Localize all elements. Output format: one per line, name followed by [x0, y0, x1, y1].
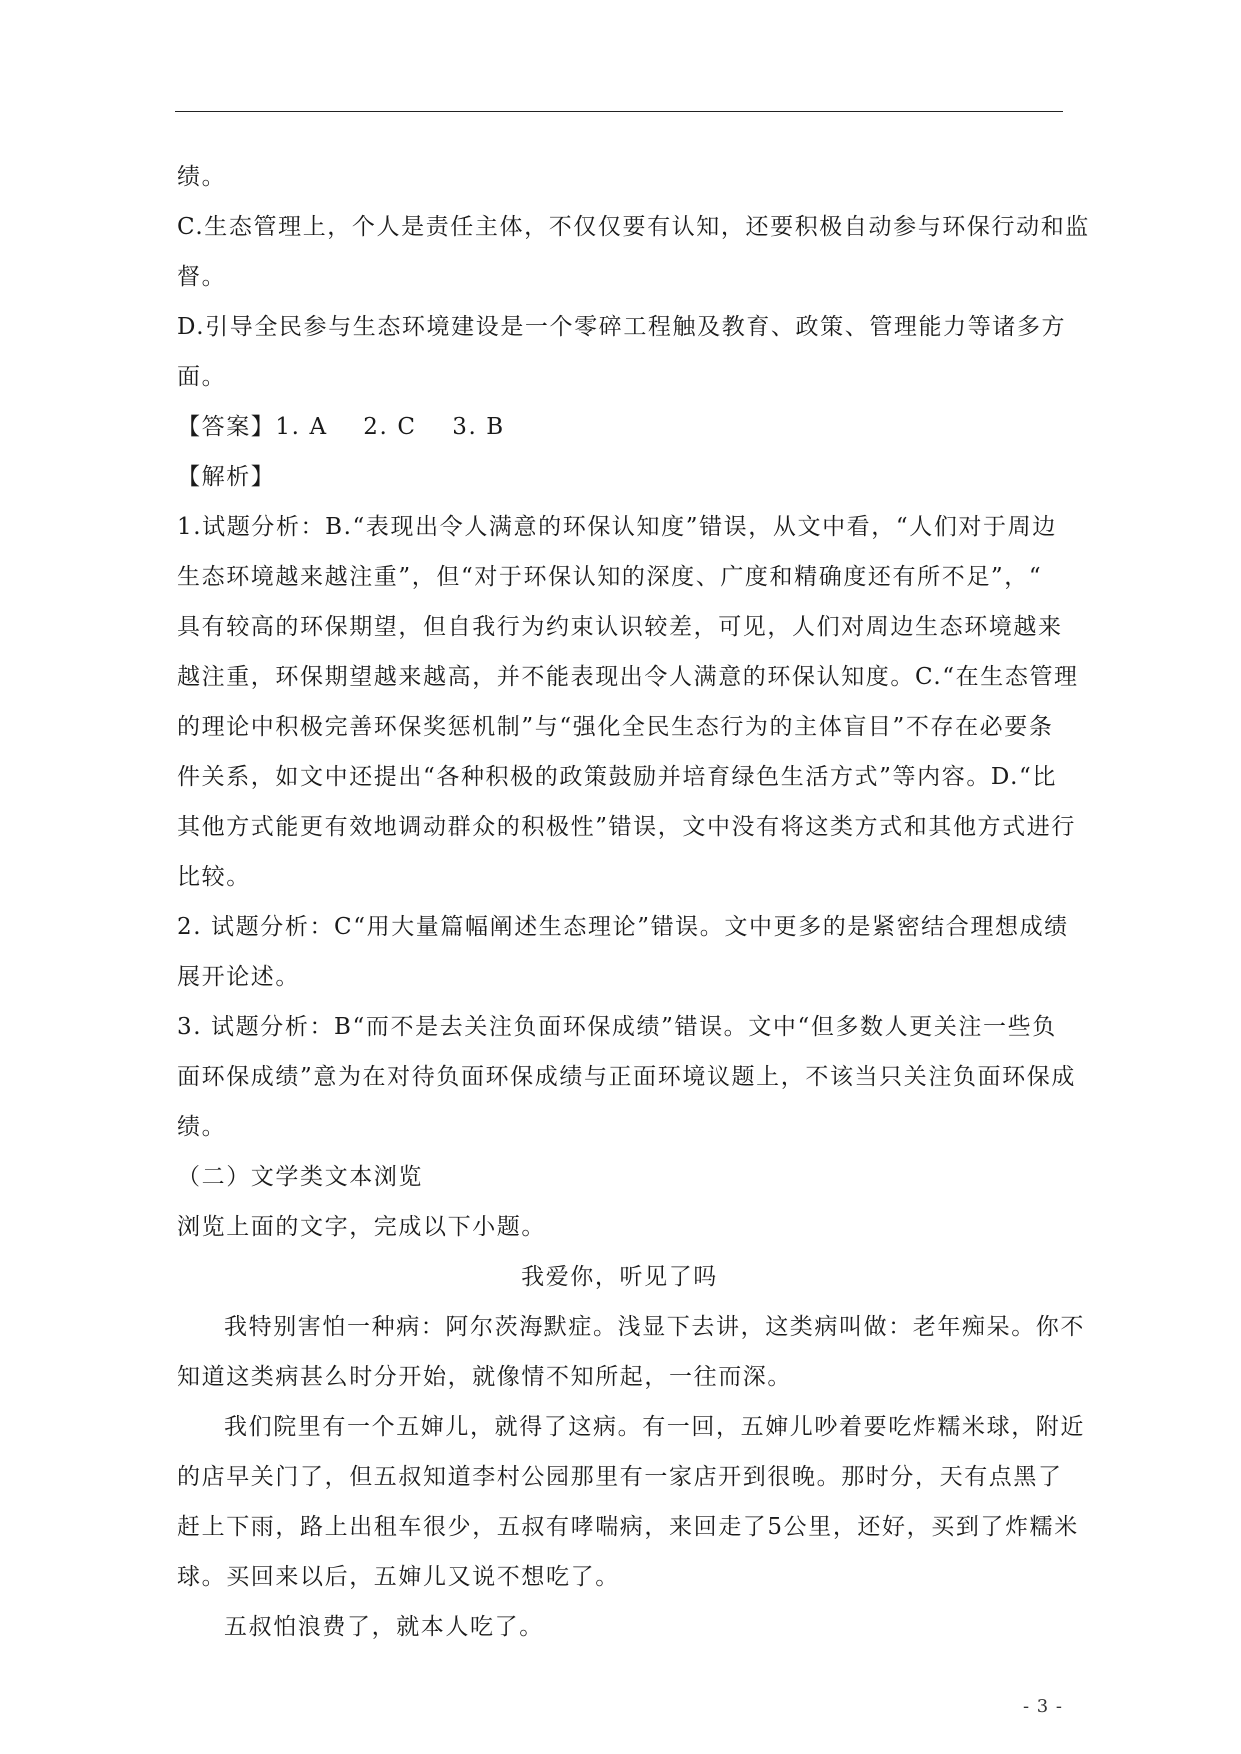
article-title: 我爱你，听见了吗 [521, 1264, 718, 1290]
analysis-1-line: 其他方式能更有效地调动群众的积极性”错误，文中没有将这类方式和其他方式进行 [177, 814, 1076, 840]
analysis-1-line: 具有较高的环保期望，但自我行为约束认识较差，可见，人们对周边生态环境越来 [177, 614, 1063, 640]
analysis-1-line: 越注重，环保期望越来越高，并不能表现出令人满意的环保认知度。C.“在生态管理 [177, 664, 1079, 690]
analysis-2-line: 2. 试题分析：C“用大量篇幅阐述生态理论”错误。文中更多的是紧密结合理想成绩 [177, 914, 1069, 940]
option-c-line: C.生态管理上，个人是责任主体，不仅仅要有认知，还要积极自动参与环保行动和监 [177, 214, 1090, 240]
article-paragraph-line: 知道这类病甚么时分开始，就像情不知所起，一往而深。 [177, 1364, 792, 1390]
article-paragraph-line: 我们院里有一个五婶儿，就得了这病。有一回，五婶儿吵着要吃炸糯米球，附近 [224, 1414, 1085, 1440]
text-line: 督。 [177, 264, 227, 290]
answer-line: 【答案】1. A 2. C 3. B [177, 414, 505, 440]
page-number: - 3 - [1022, 1696, 1063, 1717]
article-paragraph-line: 我特别害怕一种病：阿尔茨海默症。浅显下去讲，这类病叫做：老年痴呆。你不 [224, 1314, 1085, 1340]
article-paragraph-line: 球。买回来以后，五婶儿又说不想吃了。 [177, 1564, 620, 1590]
article-paragraph-line: 赶上下雨，路上出租车很少，五叔有哮喘病，来回走了5公里，还好，买到了炸糯米 [177, 1514, 1079, 1540]
section-heading: （二）文学类文本浏览 [177, 1164, 423, 1190]
analysis-1-line: 的理论中积极完善环保奖惩机制”与“强化全民生态行为的主体盲目”不存在必要条 [177, 714, 1054, 740]
analysis-3-line: 面环保成绩”意为在对待负面环保成绩与正面环境议题上，不该当只关注负面环保成 [177, 1064, 1076, 1090]
text-line: 面。 [177, 364, 227, 390]
analysis-heading: 【解析】 [177, 464, 276, 490]
instruction-line: 浏览上面的文字，完成以下小题。 [177, 1214, 546, 1240]
analysis-3-line: 3. 试题分析：B“而不是去关注负面环保成绩”错误。文中“但多数人更关注一些负 [177, 1014, 1057, 1040]
article-paragraph-line: 的店早关门了，但五叔知道李村公园那里有一家店开到很晚。那时分，天有点黑了 [177, 1464, 1063, 1490]
option-d-line: D.引导全民参与生态环境建设是一个零碎工程触及教育、政策、管理能力等诸多方 [177, 314, 1067, 340]
analysis-2-line: 展开论述。 [177, 964, 300, 990]
document-body [177, 152, 1090, 1652]
analysis-1-line: 件关系，如文中还提出“各种积极的政策鼓励并培育绿色生活方式”等内容。D.“比 [177, 764, 1058, 790]
article-paragraph-line: 五叔怕浪费了，就本人吃了。 [224, 1614, 544, 1640]
analysis-3-line: 绩。 [177, 1114, 227, 1140]
text-line: 绩。 [177, 164, 227, 190]
header-rule [175, 111, 1063, 112]
analysis-1-line: 1.试题分析：B.“表现出令人满意的环保认知度”错误，从文中看，“人们对于周边 [177, 514, 1057, 540]
analysis-1-line: 生态环境越来越注重”，但“对于环保认知的深度、广度和精确度还有所不足”，“ [177, 564, 1043, 590]
analysis-1-line: 比较。 [177, 864, 251, 890]
